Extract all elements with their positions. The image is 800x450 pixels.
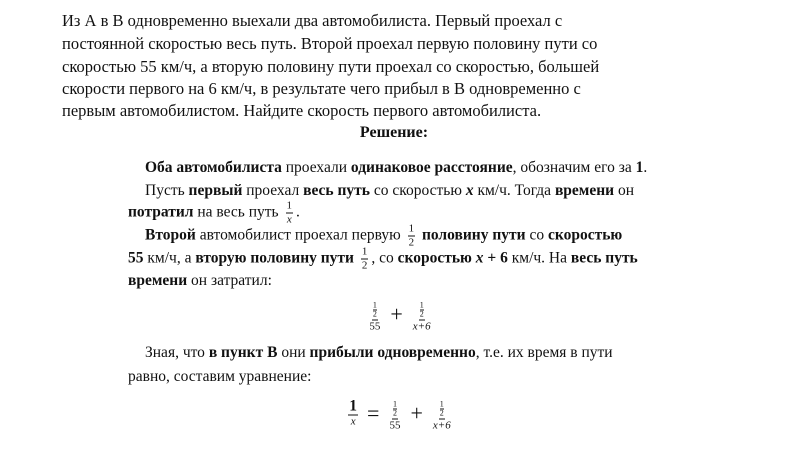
- bold-segment: 1: [635, 159, 644, 176]
- problem-line: первым автомобилистом. Найдите скорость первого автомобилиста.: [62, 101, 542, 120]
- problem-line: скоростью 55 км/ч, а вторую половину пути проехал со скоростью, большей: [62, 57, 600, 76]
- fraction-part: 1: [286, 199, 293, 212]
- bold-segment: вторую половину пути: [195, 249, 358, 267]
- solution-line: [128, 201, 300, 226]
- bold-segment: одинаковое расстояние: [350, 159, 513, 176]
- bold-segment: прибыли одновременно: [309, 344, 476, 361]
- bold-segment: Оба автомобилиста: [145, 159, 282, 176]
- text-segment: , со: [371, 249, 398, 267]
- text-segment: .: [643, 159, 648, 176]
- text-segment: автомобилист проехал первую: [195, 226, 405, 244]
- text-segment: км/ч. Тогда: [473, 182, 555, 199]
- solution-line: [145, 181, 634, 201]
- text-segment: Пусть: [145, 182, 189, 199]
- bold-segment: весь путь: [303, 182, 370, 199]
- text-segment: равно, составим уравнение:: [128, 368, 312, 385]
- bold-segment: половину пути: [418, 226, 526, 244]
- fraction-part: 2: [361, 259, 368, 272]
- problem-line: скорости первого на 6 км/ч, в результате чего прибыл в В одновременно с: [62, 79, 581, 98]
- equation-formula: 1 x = $\frac{1}{2}$ 55 + $\frac{1}{2}$ x+6: [0, 395, 800, 432]
- solution-line: [145, 343, 613, 363]
- text-segment: проехал: [242, 182, 304, 199]
- text-segment: , обозначим его за: [512, 159, 636, 176]
- text-segment: км/ч. На: [507, 249, 571, 267]
- solution-line: [145, 158, 647, 178]
- text-segment: Зная, что: [145, 344, 209, 361]
- text-segment: со: [525, 226, 548, 244]
- fraction-part: 1: [361, 245, 368, 258]
- fraction-part: 1: [408, 222, 415, 235]
- bold-segment: первый: [188, 182, 243, 199]
- bold-segment: x: [475, 249, 484, 267]
- bold-segment: + 6: [483, 249, 508, 267]
- fraction-part: 2: [408, 236, 415, 249]
- time-sum-formula: $\frac{1}{2}$ 55 + $\frac{1}{2}$ x+6: [0, 296, 800, 333]
- solution-line: [145, 224, 622, 249]
- text-segment: проехали: [281, 159, 351, 176]
- inline-fraction: [286, 201, 294, 226]
- solution-line: [128, 271, 272, 291]
- text-segment: они: [277, 344, 310, 361]
- inline-fraction: [408, 224, 416, 249]
- bold-segment: скоростью: [547, 226, 623, 244]
- bold-segment: скоростью: [397, 249, 476, 267]
- text-segment: , т.е. их время в пути: [475, 344, 613, 361]
- text-segment: он затратил:: [187, 272, 272, 289]
- bold-segment: времени: [128, 272, 188, 289]
- text-segment: он: [614, 182, 635, 199]
- bold-segment: потратил: [128, 203, 194, 221]
- solution-line: [128, 247, 638, 272]
- bold-segment: времени: [554, 182, 615, 199]
- bold-segment: x: [465, 182, 474, 199]
- bold-segment: Второй: [145, 226, 196, 244]
- text-segment: со скоростью: [370, 182, 466, 199]
- bold-segment: 55: [128, 249, 144, 267]
- text-segment: .: [296, 203, 300, 221]
- problem-line: Из А в В одновременно выехали два автомобилиста. Первый проехал с: [62, 11, 563, 30]
- bold-segment: весь путь: [570, 249, 638, 267]
- text-segment: км/ч, а: [143, 249, 196, 267]
- text-segment: на весь путь: [193, 203, 283, 221]
- fraction-part: x: [286, 213, 292, 226]
- problem-line: постоянной скоростью весь путь. Второй проехал первую половину пути со: [62, 34, 598, 53]
- solution-heading: Решение:: [359, 124, 429, 141]
- inline-fraction: [361, 247, 369, 272]
- bold-segment: в пункт В: [208, 344, 278, 361]
- solution-line: [128, 367, 311, 387]
